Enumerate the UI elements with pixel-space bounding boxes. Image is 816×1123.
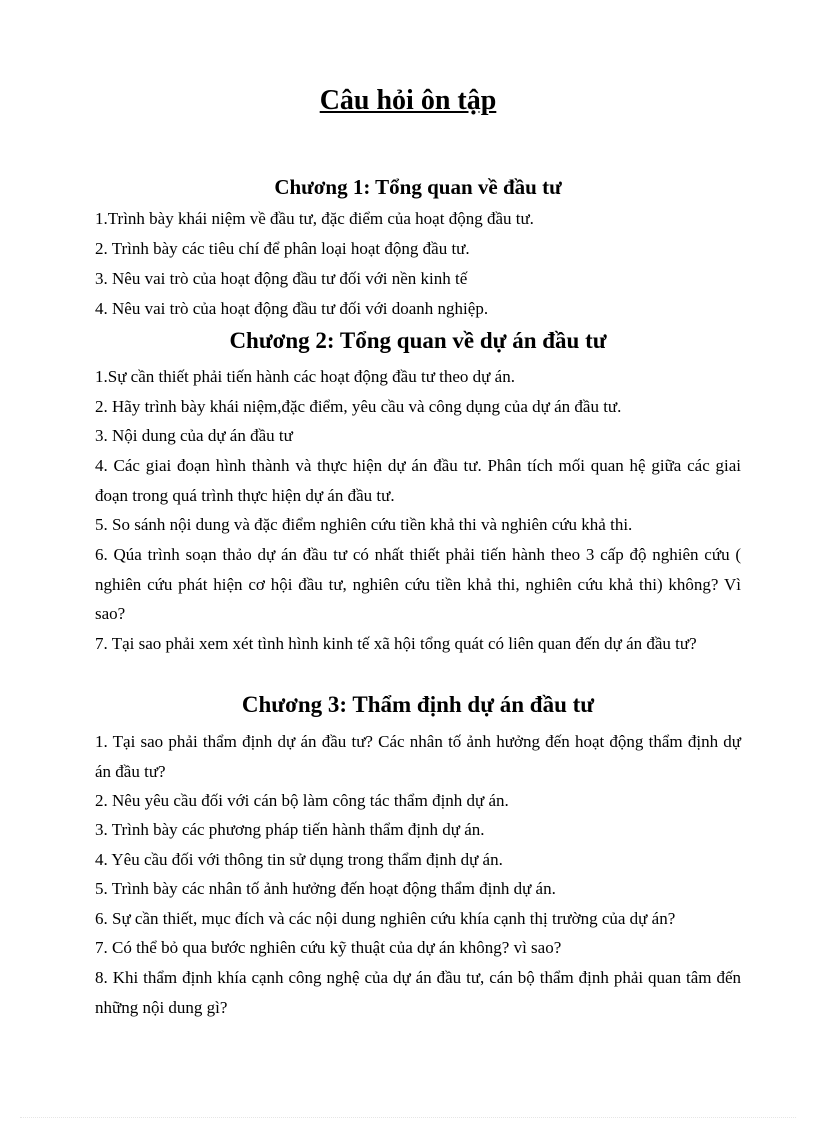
chapter-1-heading: Chương 1: Tổng quan về đầu tư [274,175,562,199]
ch2-question-7: 7. Tại sao phải xem xét tình hình kinh tế xã hội tổng quát có liên quan đến dự án đầu tư? [95,634,697,653]
chapter-3-heading: Chương 3: Thẩm định dự án đầu tư [241,692,595,717]
chapter-2-heading: Chương 2: Tổng quan về dự án đầu tư [229,328,607,353]
ch1-question-2: 2. Trình bày các tiêu chí để phân loại hoạt động đầu tư. [95,239,470,258]
ch3-question-2: 2. Nêu yêu cầu đối với cán bộ làm công tác thẩm định dự án. [95,791,509,810]
ch3-question-4: 4. Yêu cầu đối với thông tin sử dụng trong thẩm định dự án. [95,850,503,869]
ch3-question-6: 6. Sự cần thiết, mục đích và các nội dung nghiên cứu khía cạnh thị trường của dự án? [95,909,676,928]
ch2-question-6: 6. Qúa trình soạn thảo dự án đầu tư có nhất thiết phải tiến hành theo 3 cấp độ nghiên cứu ( nghiên cứu phát hiện cơ hội đầu tư, nghiên cứu tiền khả thi, nghiên cứu khả thi) không? Vì sao? [95,545,741,623]
ch3-question-3: 3. Trình bày các phương pháp tiến hành thẩm định dự án. [95,820,485,839]
document-title: Câu hỏi ôn tập [319,85,497,116]
ch3-question-8: 8. Khi thẩm định khía cạnh công nghệ của dự án đầu tư, cán bộ thẩm định phải quan tâm đến những nội dung gì? [95,968,741,1017]
ch2-question-1: 1.Sự cần thiết phải tiến hành các hoạt động đầu tư theo dự án. [95,367,515,386]
ch3-question-1: 1. Tại sao phải thẩm định dự án đầu tư? Các nhân tố ảnh hưởng đến hoạt động thẩm định dự án đầu tư? [95,732,741,781]
page-bottom-rule [20,1117,796,1118]
ch1-question-1: 1.Trình bày khái niệm về đầu tư, đặc điểm của hoạt động đầu tư. [95,209,534,228]
ch2-question-5: 5. So sánh nội dung và đặc điểm nghiên cứu tiền khả thi và nghiên cứu khả thi. [95,515,633,534]
ch2-question-3: 3. Nội dung của dự án đầu tư [95,426,293,445]
ch2-question-4: 4. Các giai đoạn hình thành và thực hiện dự án đầu tư. Phân tích mối quan hệ giữa các giai đoạn trong quá trình thực hiện dự án đầu tư. [95,456,741,505]
ch2-question-2: 2. Hãy trình bày khái niệm,đặc điểm, yêu cầu và công dụng của dự án đầu tư. [95,397,622,416]
ch1-question-4: 4. Nêu vai trò của hoạt động đầu tư đối với doanh nghiệp. [95,299,489,318]
ch1-question-3: 3. Nêu vai trò của hoạt động đầu tư đối với nền kinh tế [95,269,468,288]
ch3-question-7: 7. Có thể bỏ qua bước nghiên cứu kỹ thuật của dự án không? vì sao? [95,938,562,957]
ch3-question-5: 5. Trình bày các nhân tố ảnh hưởng đến hoạt động thẩm định dự án. [95,879,556,898]
